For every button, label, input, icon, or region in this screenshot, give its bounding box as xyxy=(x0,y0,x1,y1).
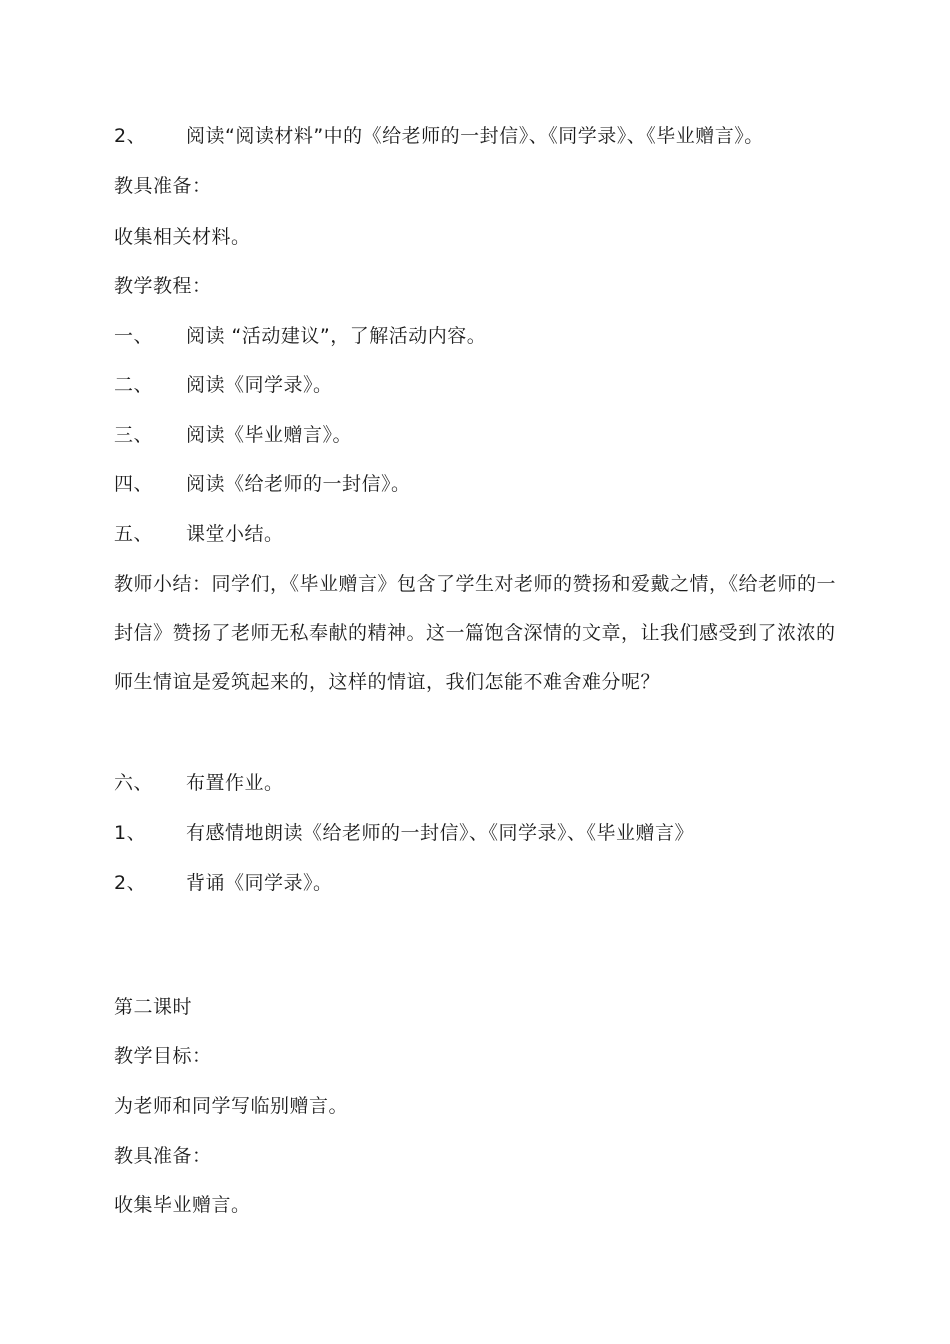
text-line xyxy=(114,821,694,845)
text-line xyxy=(114,124,764,148)
text-line xyxy=(114,324,486,348)
line-text: 阅读 “活动建议”，了解活动内容。 xyxy=(186,325,487,347)
line-number: 三、 xyxy=(114,424,154,446)
text-line: 教具准备： xyxy=(114,1145,212,1167)
line-number: 二、 xyxy=(114,374,154,396)
line-number: 2、 xyxy=(114,125,147,147)
summary-paragraph: 教师小结：同学们，《毕业赠言》包含了学生对老师的赞扬和爱戴之情，《给老师的一封信》赞扬了老师无私奉献的精神。这一篇饱含深情的文章，让我们感受到了浓浓的师生情谊是爱筑起来的，这样的情谊，我们怎能不难舍难分呢？ xyxy=(114,573,837,693)
line-number: 四、 xyxy=(114,473,154,495)
text-line: 收集毕业赠言。 xyxy=(114,1194,251,1216)
line-text: 布置作业。 xyxy=(186,772,284,794)
text-line: 为老师和同学写临别赠言。 xyxy=(114,1095,349,1117)
line-text: 阅读《给老师的一封信》。 xyxy=(186,473,411,495)
line-text: 教学教程： xyxy=(114,275,212,297)
line-number: 1、 xyxy=(114,822,147,844)
line-text: 课堂小结。 xyxy=(186,523,284,545)
line-text: 背诵《同学录》。 xyxy=(186,872,333,894)
text-line xyxy=(114,373,333,397)
text-line xyxy=(114,771,284,795)
line-number: 一、 xyxy=(114,325,154,347)
line-text: 阅读《同学录》。 xyxy=(186,374,333,396)
text-line xyxy=(114,174,212,198)
line-text: 教具准备： xyxy=(114,175,212,197)
text-line xyxy=(114,871,333,895)
text-line: 教学目标： xyxy=(114,1045,212,1067)
section-heading: 第二课时 xyxy=(114,996,193,1018)
line-text: 阅读《毕业赠言》。 xyxy=(186,424,353,446)
line-number: 六、 xyxy=(114,772,154,794)
line-text: 阅读“阅读材料”中的《给老师的一封信》、《同学录》、《毕业赠言》。 xyxy=(186,125,764,147)
text-line xyxy=(114,522,284,546)
text-line xyxy=(114,472,411,496)
text-line xyxy=(114,274,212,298)
line-number: 五、 xyxy=(114,523,154,545)
text-line xyxy=(114,423,352,447)
line-text: 有感情地朗读《给老师的一封信》、《同学录》、《毕业赠言》 xyxy=(186,822,695,844)
text-line xyxy=(114,225,251,249)
line-text: 收集相关材料。 xyxy=(114,226,251,248)
line-number: 2、 xyxy=(114,872,147,894)
